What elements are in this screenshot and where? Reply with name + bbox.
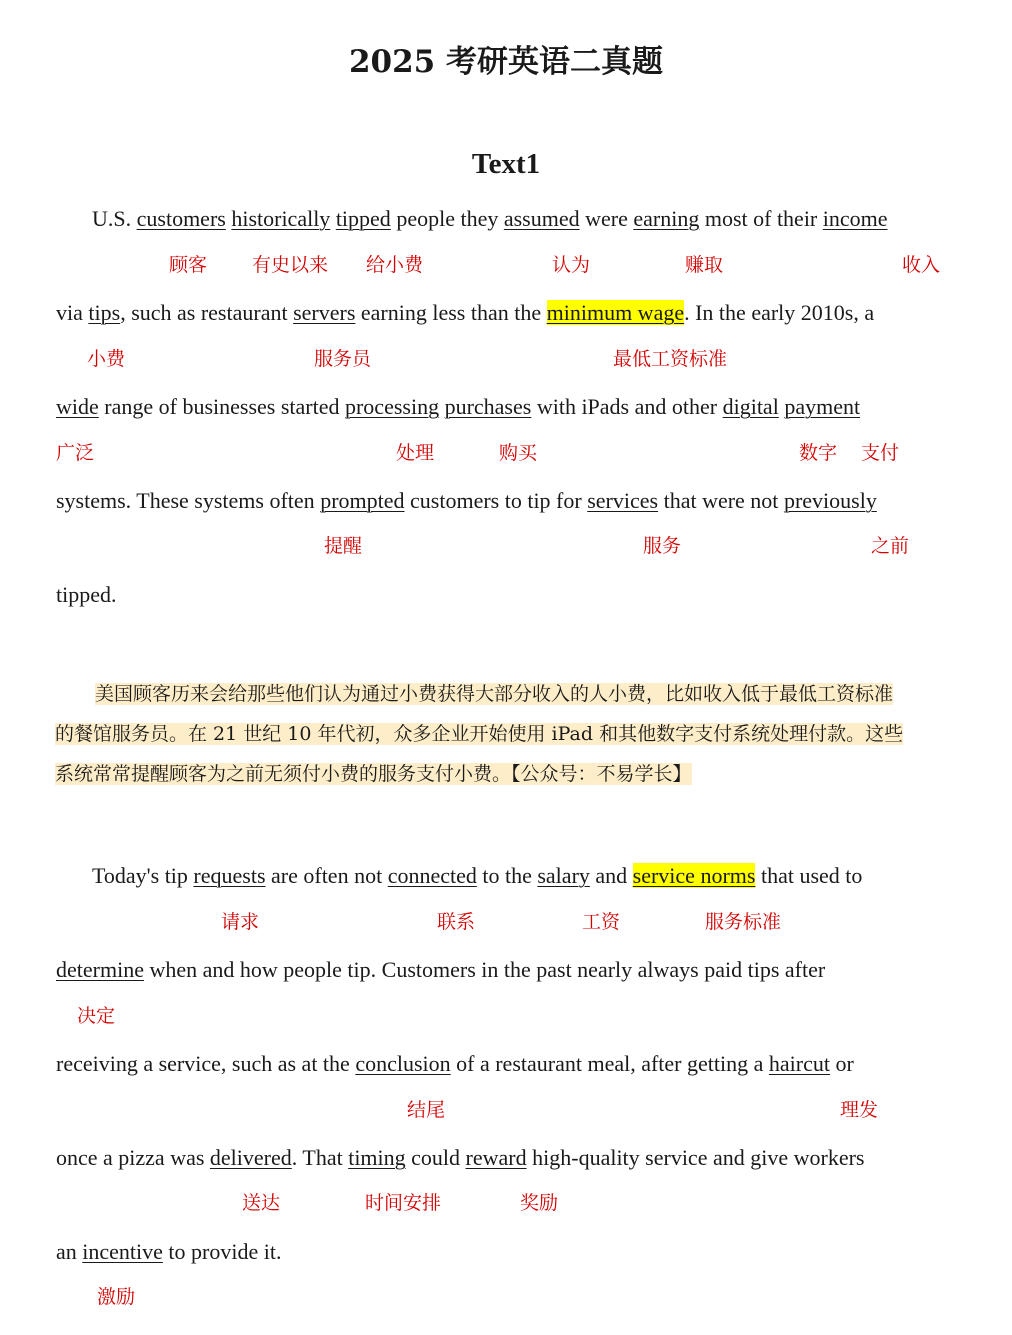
- vocab-word: requests: [193, 863, 266, 888]
- p1-line-3: [56, 396, 860, 418]
- gloss-note: 数字: [799, 442, 838, 464]
- gloss-note: 处理: [396, 442, 435, 464]
- vocab-word: incentive: [82, 1239, 163, 1264]
- section-title: Text1: [471, 148, 541, 180]
- text: tipped.: [56, 582, 117, 607]
- text: are often not: [265, 863, 388, 888]
- text: , such as restaurant: [120, 300, 294, 325]
- text: with iPads and other: [531, 394, 723, 419]
- highlighted-phrase: service norms: [632, 863, 756, 888]
- vocab-word: wide: [56, 394, 99, 419]
- vocab-word: assumed: [503, 206, 580, 231]
- gloss-note: 有史以来: [252, 254, 329, 276]
- vocab-word: conclusion: [355, 1051, 451, 1076]
- text: or: [829, 1051, 854, 1076]
- vocab-word: connected: [387, 863, 477, 888]
- text: via: [56, 300, 89, 325]
- gloss-note: 赚取: [685, 254, 724, 276]
- gloss-note: 顾客: [169, 254, 208, 276]
- text: range of businesses started: [98, 394, 345, 419]
- gloss-note: 送达: [242, 1192, 281, 1214]
- vocab-word: salary: [537, 863, 590, 888]
- text: . That: [291, 1145, 349, 1170]
- vocab-word: tipped: [335, 206, 391, 231]
- vocab-word: income: [822, 206, 888, 231]
- text: receiving a service, such as at the: [56, 1051, 356, 1076]
- p1-line-2: [56, 302, 874, 324]
- gloss-note: 服务: [643, 535, 682, 557]
- translation-line: 美国顾客历来会给那些他们认为通过小费获得大部分收入的人小费，比如收入低于最低工资标准: [95, 683, 894, 705]
- vocab-word: digital: [722, 394, 779, 419]
- gloss-note: 提醒: [324, 535, 363, 557]
- p1-line-4: [56, 490, 877, 512]
- text: earning less than the: [355, 300, 547, 325]
- vocab-word: delivered: [209, 1145, 292, 1170]
- gloss-note: 联系: [437, 911, 476, 933]
- translation-line: 的餐馆服务员。在 21 世纪 10 年代初，众多企业开始使用 iPad 和其他数字支付系统处理付款。这些: [55, 723, 904, 745]
- gloss-note: 服务员: [314, 348, 372, 370]
- gloss-note: 广泛: [56, 442, 95, 464]
- text: were: [579, 206, 634, 231]
- text: U.S.: [92, 206, 137, 231]
- gloss-note: 请求: [221, 911, 260, 933]
- translation-block: [55, 674, 960, 794]
- text: that used to: [755, 863, 863, 888]
- gloss-note: 收入: [902, 254, 941, 276]
- p2-line-5: [56, 1241, 281, 1263]
- vocab-word: timing: [348, 1145, 406, 1170]
- gloss-note: 购买: [499, 442, 538, 464]
- vocab-word: tips: [88, 300, 121, 325]
- text: people they: [390, 206, 504, 231]
- text: systems. These systems often: [56, 488, 321, 513]
- page-title: 2025 考研英语二真题: [348, 44, 664, 80]
- text: to the: [476, 863, 538, 888]
- gloss-note: 工资: [582, 911, 621, 933]
- gloss-note: 时间安排: [365, 1192, 442, 1214]
- text: to provide it.: [162, 1239, 282, 1264]
- gloss-note: 服务标准: [705, 911, 782, 933]
- vocab-word: reward: [465, 1145, 527, 1170]
- p2-line-3: [56, 1053, 854, 1075]
- gloss-note: 支付: [861, 442, 900, 464]
- text: of a restaurant meal, after getting a: [450, 1051, 769, 1076]
- text: once a pizza was: [56, 1145, 210, 1170]
- vocab-word: services: [587, 488, 659, 513]
- vocab-word: customers: [136, 206, 226, 231]
- text: most of their: [699, 206, 823, 231]
- vocab-word: prompted: [320, 488, 405, 513]
- gloss-note: 给小费: [366, 254, 424, 276]
- vocab-word: determine: [56, 957, 144, 982]
- p2-line-4: [56, 1147, 864, 1169]
- vocab-word: payment: [784, 394, 861, 419]
- gloss-note: 理发: [840, 1099, 879, 1121]
- translation-line: 系统常常提醒顾客为之前无须付小费的服务支付小费。【公众号：不易学长】: [55, 763, 692, 785]
- vocab-word: processing: [344, 394, 440, 419]
- gloss-note: 激励: [97, 1286, 136, 1308]
- text: could: [405, 1145, 466, 1170]
- text: Today's tip: [92, 863, 194, 888]
- text: high-quality service and give workers: [526, 1145, 865, 1170]
- p1-line-5: [56, 584, 117, 606]
- text: . In the early 2010s, a: [684, 300, 875, 325]
- gloss-note: 最低工资标准: [613, 348, 728, 370]
- highlighted-phrase: minimum wage: [546, 300, 685, 325]
- gloss-note: 奖励: [520, 1192, 559, 1214]
- vocab-word: haircut: [768, 1051, 830, 1076]
- gloss-note: 小费: [87, 348, 126, 370]
- gloss-note: 决定: [77, 1005, 116, 1027]
- gloss-note: 结尾: [407, 1099, 446, 1121]
- gloss-note: 之前: [871, 535, 910, 557]
- text: and: [589, 863, 633, 888]
- vocab-word: servers: [293, 300, 356, 325]
- text: when and how people tip. Customers in the past nearly always paid tips after: [143, 957, 826, 982]
- gloss-note: 认为: [552, 254, 591, 276]
- text: that were not: [658, 488, 784, 513]
- p1-line-1: [92, 208, 888, 230]
- text: customers to tip for: [404, 488, 588, 513]
- vocab-word: historically: [231, 206, 331, 231]
- vocab-word: purchases: [444, 394, 532, 419]
- vocab-word: previously: [783, 488, 877, 513]
- text: an: [56, 1239, 83, 1264]
- p2-line-2: [56, 959, 825, 981]
- vocab-word: earning: [633, 206, 700, 231]
- p2-line-1: [92, 865, 862, 887]
